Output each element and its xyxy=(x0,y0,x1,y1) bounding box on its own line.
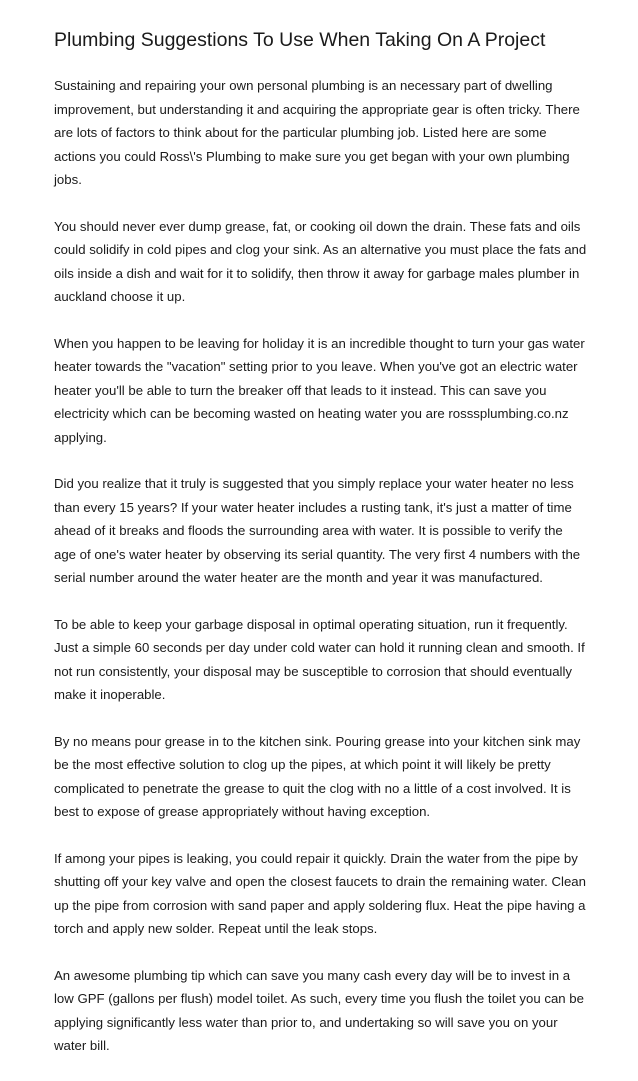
paragraph-6: By no means pour grease in to the kitchen sink. Pouring grease into your kitchen sink may be the most effective solution to clog up the pipes, at which point it will likely be pretty complicated to penetrate the grease to quit the clog with no a little of a cost involved. It is best to expose of grease appropriately without having exception. xyxy=(54,733,581,820)
paragraph-4: Did you realize that it truly is suggested that you simply replace your water heater no less than every 15 years? If your water heater includes a rusting tank, it's just a matter of time ahead of it breaks and floods the surrounding area with water. It is possible to verify the age of one's water heater by observing its serial quantity. The very first 4 numbers with the serial number around the water heater are the month and year it was manufactured. xyxy=(54,476,581,586)
paragraph-3: When you happen to be leaving for holiday it is an incredible thought to turn your gas water heater towards the "vacation" setting prior to you leave. When you've got an electric water heater you'll be able to turn the breaker off that leads to it instead. This can save you electricity which can be becoming wasted on heating water you are rosssplumbing.co.nz applying. xyxy=(54,335,585,445)
paragraph-8: An awesome plumbing tip which can save you many cash every day will be to invest in a low GPF (gallons per flush) model toilet. As such, every time you flush the toilet you can be applying significantly less water than prior to, and undertaking so will save you on your water bill. xyxy=(54,967,584,1054)
paragraph-2: You should never ever dump grease, fat, or cooking oil down the drain. These fats and oils could solidify in cold pipes and clog your sink. As an alternative you must place the fats and oils inside a dish and wait for it to solidify, then throw it away for garbage males plumber in auckland choose it up. xyxy=(54,218,587,305)
document-page xyxy=(54,28,588,1081)
paragraph-1: Sustaining and repairing your own personal plumbing is an necessary part of dwelling improvement, but understanding it and acquiring the appropriate gear is often tricky. There are lots of factors to think about for the particular plumbing job. Listed here are some actions you could Ross\'s Plumbing to make sure you get began with your own plumbing jobs. xyxy=(54,78,580,188)
paragraph-5: To be able to keep your garbage disposal in optimal operating situation, run it frequently. Just a simple 60 seconds per day under cold water can hold it running clean and smooth. If not run consistently, your disposal may be susceptible to corrosion that should eventually make it inoperable. xyxy=(54,616,585,703)
page-title: Plumbing Suggestions To Use When Taking On A Project xyxy=(54,29,546,51)
paragraph-7: If among your pipes is leaking, you could repair it quickly. Drain the water from the pipe by shutting off your key valve and open the closest faucets to drain the remaining water. Clean up the pipe from corrosion with sand paper and apply soldering flux. Heat the pipe having a torch and apply new solder. Repeat until the leak stops. xyxy=(54,850,586,937)
